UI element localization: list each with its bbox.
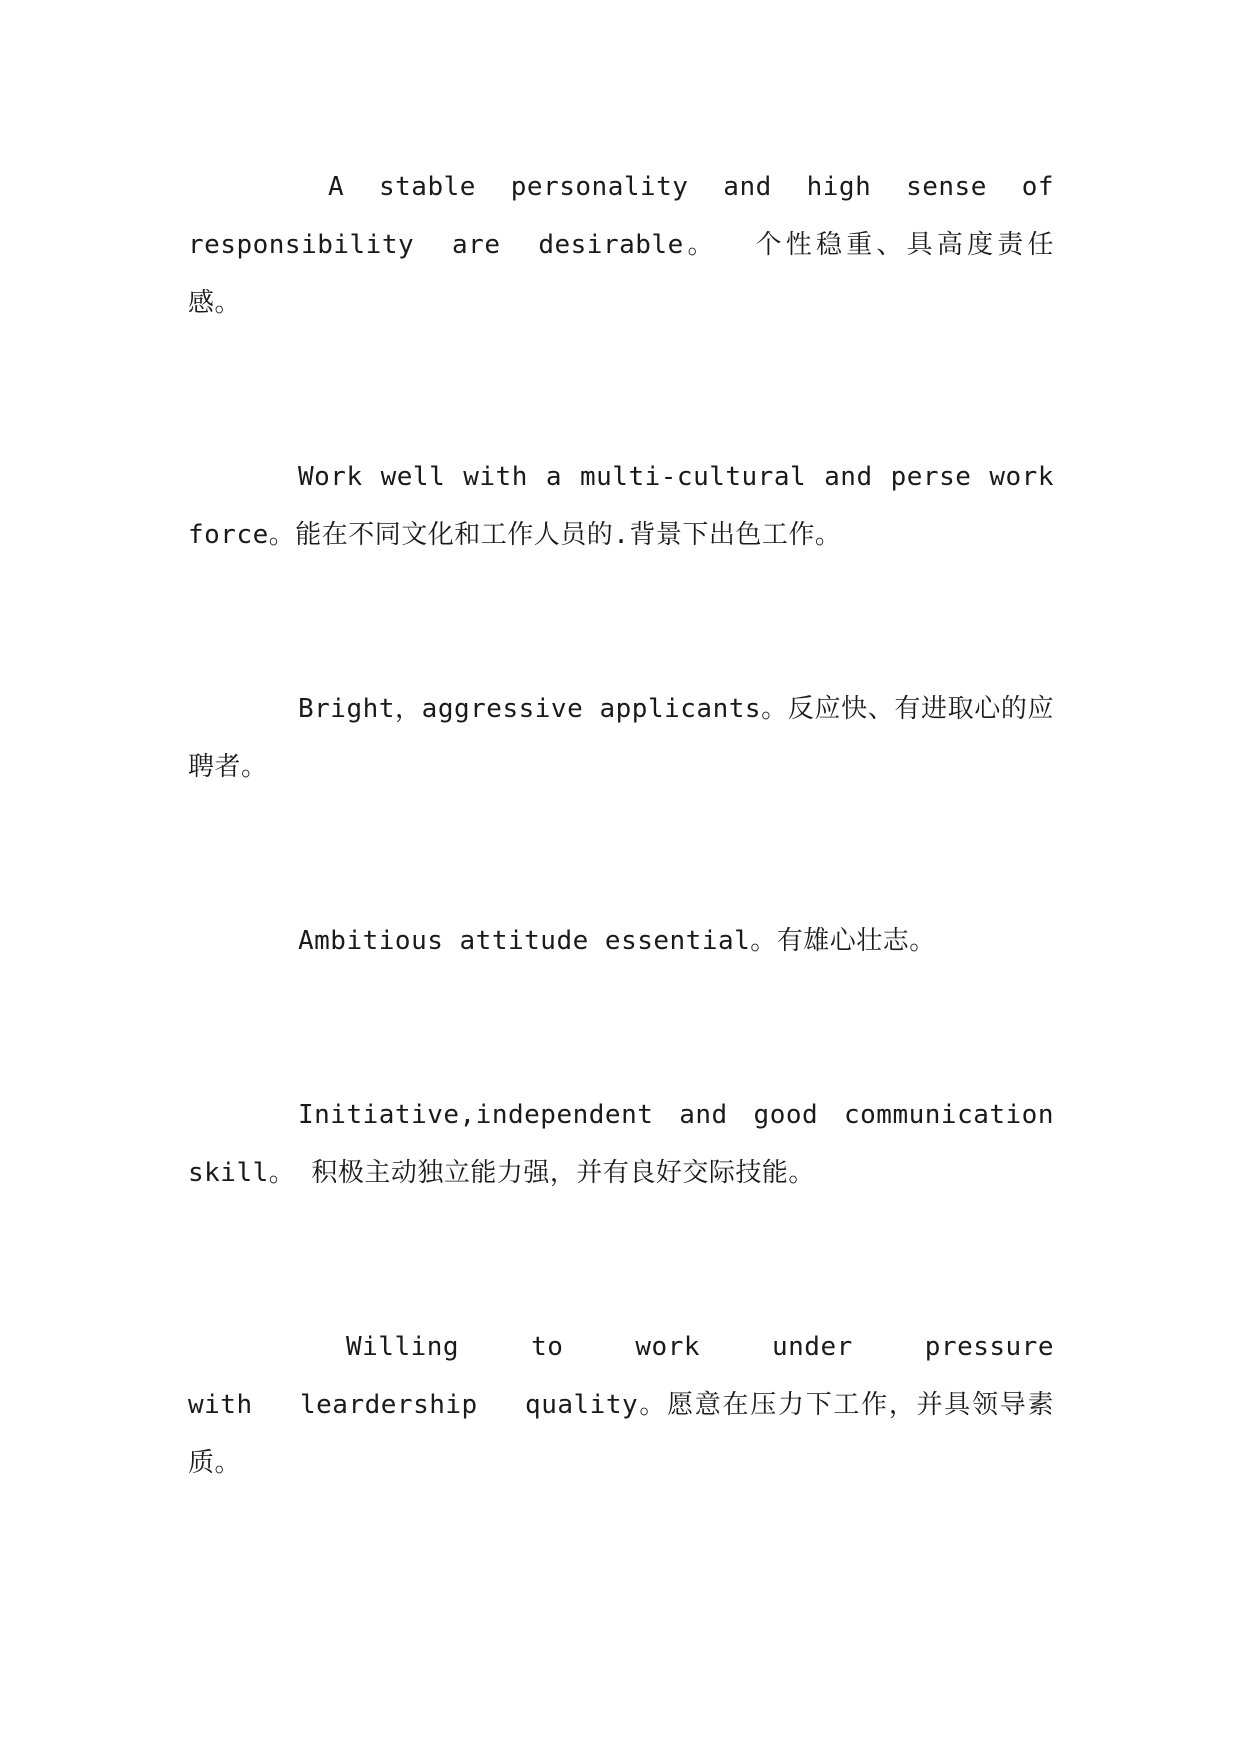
- paragraph-multicultural: [188, 448, 1054, 564]
- paragraph-english: Willing to work under pressure with leardership quality。: [188, 1332, 1054, 1420]
- paragraph-chinese: 愿意在压力下工作，并具领导素质。: [188, 1390, 1054, 1478]
- paragraph-chinese: 能在不同文化和工作人员的.背景下出色工作。: [295, 520, 842, 550]
- paragraph-pressure-leadership: [188, 1318, 1054, 1492]
- paragraph-english: Ambitious attitude essential。: [298, 926, 777, 956]
- paragraph-english: Initiative,independent and good communication skill。: [188, 1100, 1054, 1188]
- paragraph-ambitious: [188, 912, 1054, 970]
- paragraph-chinese: 反应快、有进取心的应聘者。: [188, 694, 1054, 782]
- paragraph-initiative: [188, 1086, 1054, 1202]
- paragraph-chinese: 个性稳重、具高度责任感。: [188, 230, 1055, 318]
- paragraph-bright-applicants: [188, 680, 1054, 796]
- paragraph-responsibility: [188, 158, 1054, 332]
- paragraph-chinese: 积极主动独立能力强，并有良好交际技能。: [295, 1158, 815, 1188]
- paragraph-english: Work well with a multi-cultural and perse work force。: [188, 462, 1054, 550]
- paragraph-english: A stable personality and high sense of responsibility are desirable。: [188, 172, 1054, 260]
- paragraph-chinese: 有雄心壮志。: [776, 926, 936, 956]
- paragraph-english: Bright，aggressive applicants。: [298, 694, 788, 724]
